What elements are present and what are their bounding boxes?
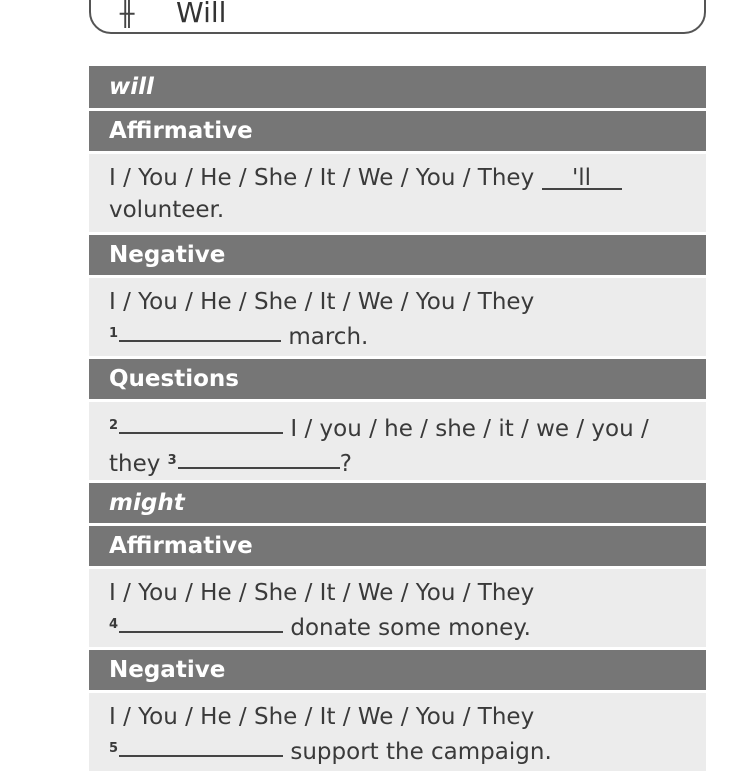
subheader-will-affirmative: Affirmative [89, 111, 706, 151]
subheader-might-negative: Negative [89, 650, 706, 690]
gap-1-blank[interactable] [119, 320, 281, 342]
gap-number: 5 [109, 741, 119, 756]
gap-number: 1 [109, 326, 119, 341]
gap-number: 4 [109, 617, 119, 632]
page-title: Will [176, 0, 227, 29]
row-might-negative [89, 693, 706, 771]
subjects-text-end: they [109, 451, 161, 477]
verb-text: march. [288, 324, 369, 350]
subheader-will-negative: Negative [89, 235, 706, 275]
verb-text: donate some money. [290, 615, 531, 641]
subjects-text: I / You / He / She / It / We / You / They [109, 165, 535, 191]
section-header-might: might [89, 483, 706, 523]
row-will-affirmative [89, 154, 706, 232]
gap-number: 2 [109, 418, 119, 433]
question-mark: ? [339, 451, 352, 477]
verb-text: volunteer. [109, 197, 225, 223]
gap-5-blank[interactable] [119, 735, 283, 757]
row-will-negative [89, 278, 706, 356]
gap-4-blank[interactable] [119, 611, 283, 633]
gap-number: 3 [167, 453, 177, 468]
gap-3-blank[interactable] [178, 447, 340, 469]
row-will-questions [89, 402, 706, 480]
example-answer: 'll [542, 168, 622, 190]
subheader-might-affirmative: Affirmative [89, 526, 706, 566]
grammar-table [89, 66, 706, 774]
subjects-text: I / you / he / she / it / we / you / [290, 416, 649, 442]
subheader-will-questions: Questions [89, 359, 706, 399]
section-header-will: will [89, 66, 706, 108]
tally-icon: ╫ [120, 0, 133, 28]
gap-2-blank[interactable] [119, 412, 283, 434]
row-might-affirmative [89, 569, 706, 647]
subjects-text: I / You / He / She / It / We / You / They [109, 289, 535, 315]
verb-text: support the campaign. [290, 739, 552, 765]
subjects-text: I / You / He / She / It / We / You / They [109, 704, 535, 730]
subjects-text: I / You / He / She / It / We / You / They [109, 580, 535, 606]
